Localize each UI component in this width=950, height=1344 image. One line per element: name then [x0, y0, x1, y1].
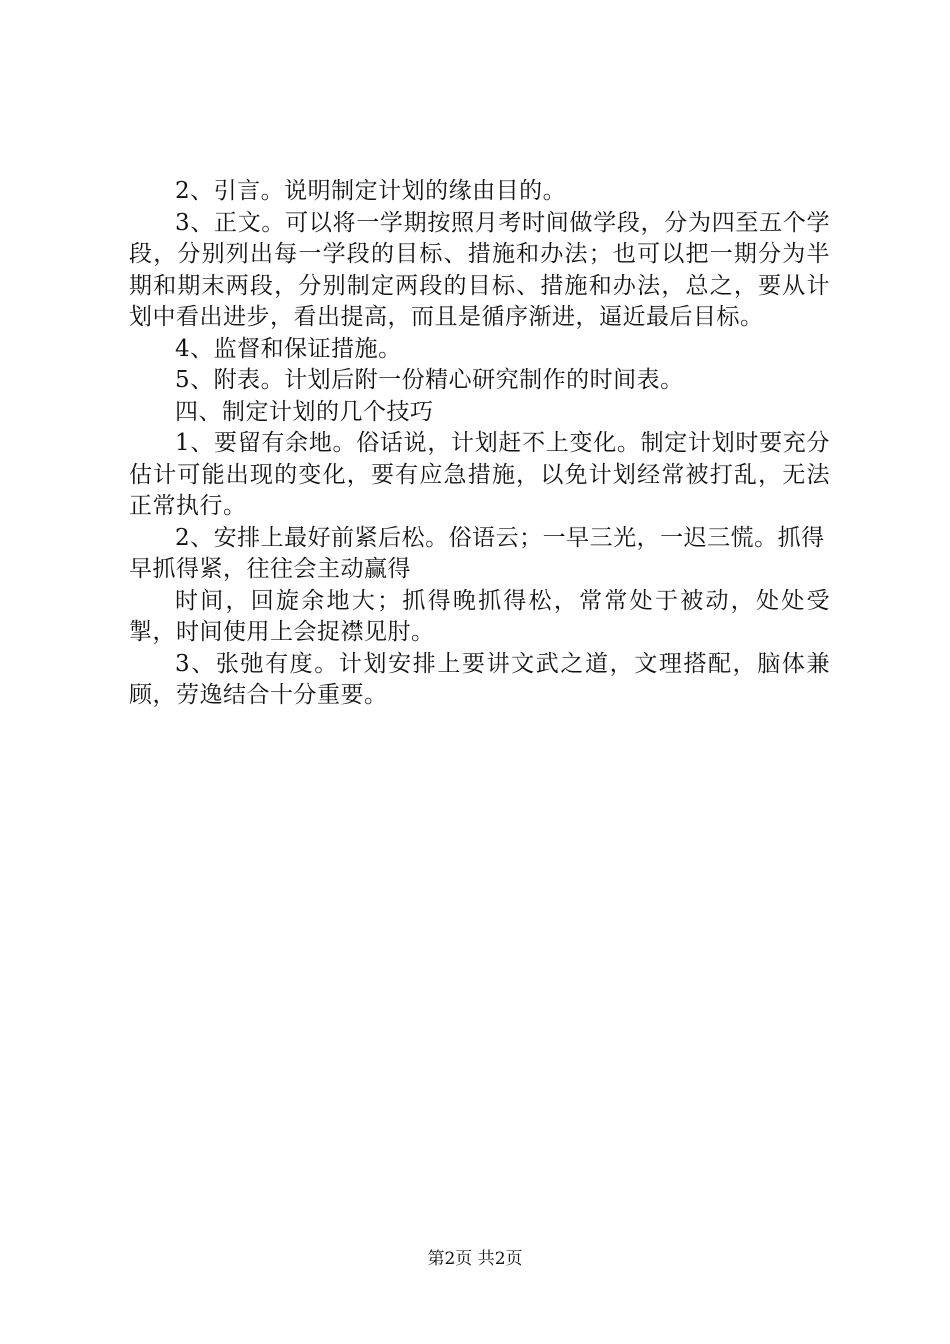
paragraph-appendix: 5、附表。计划后附一份精心研究制作的时间表。	[175, 367, 684, 393]
paragraph-supervision: 4、监督和保证措施。	[175, 335, 402, 362]
paragraph-tip-2: 2、安排上最好前紧后松。俗语云；一早三光，一迟三慌。抓得早抓得紧，往往会主动赢得	[129, 524, 825, 582]
paragraph-tip-2-continued: 时间，回旋余地大；抓得晚抓得松，常常处于被动，处处受掣，时间使用上会捉襟见肘。	[129, 587, 830, 645]
paragraph-tip-3: 3、张弛有度。计划安排上要讲文武之道，文理搭配，脑体兼顾，劳逸结合十分重要。	[129, 650, 830, 708]
section-heading-tips: 四、制定计划的几个技巧	[175, 398, 434, 425]
paragraph-tip-1: 1、要留有余地。俗话说，计划赶不上变化。制定计划时要充分估计可能出现的变化，要有应急措施，以免计划经常被打乱，无法正常执行。	[129, 430, 830, 519]
paragraph-main-text: 3、正文。可以将一学期按照月考时间做学段，分为四至五个学段，分别列出每一学段的目标、措施和办法；也可以把一期分为半期和期末两段，分别制定两段的目标、措施和办法，总之，要从计划中看出进步，看出提高，而且是循序渐进，逼近最后目标。	[129, 209, 830, 330]
document-body	[129, 176, 830, 712]
paragraph-introduction: 2、引言。说明制定计划的缘由目的。	[175, 178, 567, 204]
page-number-footer: 第2页 共2页	[427, 1249, 523, 1269]
